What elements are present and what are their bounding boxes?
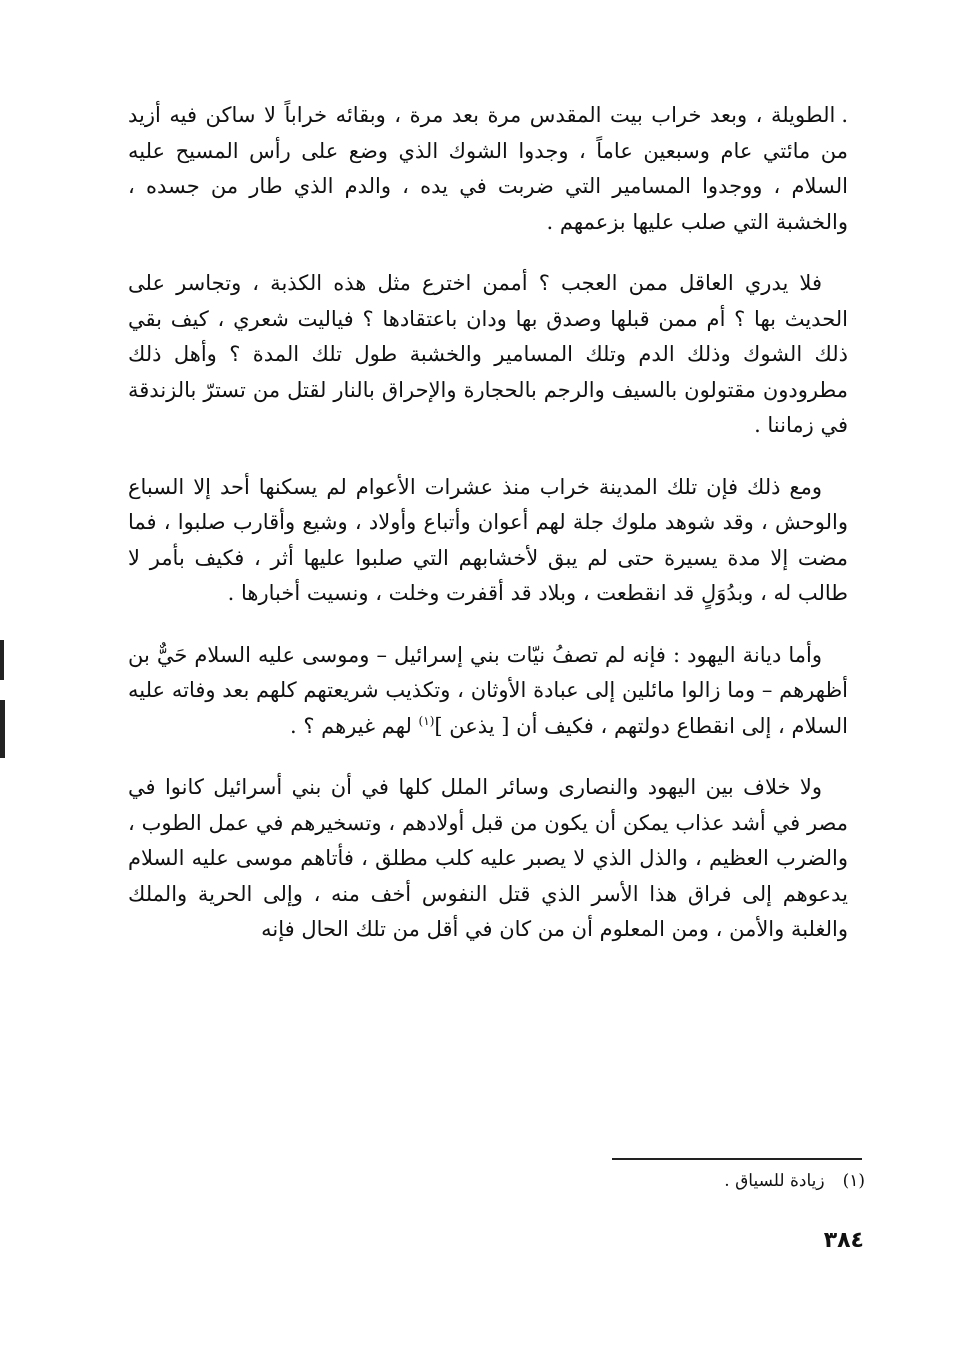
paragraph-1 <box>128 98 848 240</box>
footnote-separator <box>612 1158 862 1160</box>
footnote-reference[interactable]: (١) <box>418 713 435 728</box>
paragraph-2 <box>128 266 848 444</box>
paragraph-4 <box>128 638 848 745</box>
paragraph-text: الطويلة ، وبعد خراب بيت المقدس مرة بعد مرة ، وبقائه خراباً لا ساكن فيه أزيد من مائتي عام وسبعين عاماً ، وجدوا الشوك الذي وضع على رأس المسيح عليه السلام ، ووجدوا المسامير التي ضربت في يده ، والدم الذي طار من جسده ، والخشبة التي صلب عليها بزعمهم . <box>128 103 848 234</box>
paragraph-text: وأما ديانة اليهود : فإنه لم تصفُ نيّات بني إسرائيل – وموسى عليه السلام حَيٌّ بن أظهرهم – وما زالوا مائلين إلى عبادة الأوثان ، وتكذيب شريعتهم كلهم بعد وفاته عليه السلام ، إلى انقطاع دولتهم ، فكيف أن [ يذعن ] <box>128 642 848 738</box>
paragraph-text: ولا خلاف بين اليهود والنصارى وسائر الملل كلها في أن بني أسرائيل كانوا في مصر في أشد عذاب يمكن أن يكون من قبل أولادهم ، وتسخيرهم في عمل الطوب ، والضرب العظيم ، والذل الذي لا يصبر عليه كلب مطلق ، فأتاهم موسى عليه السلام يدعوهم إلى فراق هذا الأسر الذي قتل النفوس أخف منه ، وإلى الحرية والملك والغلبة والأمن ، ومن المعلوم أن من كان في أقل من تلك الحال فإنه <box>128 775 848 941</box>
paragraph-5 <box>128 770 848 948</box>
page-number: ٣٨٤ <box>823 1228 864 1253</box>
paragraph-3 <box>128 470 848 612</box>
scan-artifact <box>0 700 5 758</box>
paragraph-text: فلا يدري العاقل ممن العجب ؟ أممن اخترع مثل هذه الكذبة ، وتجاسر على الحديث بها ؟ أم ممن قبلها وصدق بها ودان باعتقادها ؟ فياليت شعري ، كيف بقي ذلك الشوك وذلك الدم وتلك المسامير والخشبة طول تلك المدة ؟ وأهل ذلك مطرودون مقتولون بالسيف والرجم بالحجارة والإحراق بالنار لقتل من تسترّ بالزندقة في زماننا . <box>128 271 848 437</box>
paragraph-text: لهم غيرهم ؟ . <box>290 713 419 738</box>
footnote <box>560 1168 865 1194</box>
footnote-number: (١) <box>842 1171 865 1191</box>
paragraph-text: ومع ذلك فإن تلك المدينة خراب منذ عشرات الأعوام لم يسكنها أحد إلا السباع والوحش ، وقد شوهد ملوك جلة لهم أعوان وأتباع وأولاد ، وشيع وأقارب صلبوا ، فما مضت إلا مدة يسيرة حتى لم يبق لأخشابهم التي صلبوا عليها أثر ، فكيف بأمر لا طالب له ، وبدُوَلٍ قد انقطعت ، وبلاد قد أقفرت وخلت ، ونسيت أخبارها . <box>128 474 848 605</box>
body-text <box>128 98 848 974</box>
footnote-text: زيادة للسياق . <box>724 1171 825 1191</box>
leading-dot: . <box>841 103 848 127</box>
scan-artifact <box>0 640 4 680</box>
